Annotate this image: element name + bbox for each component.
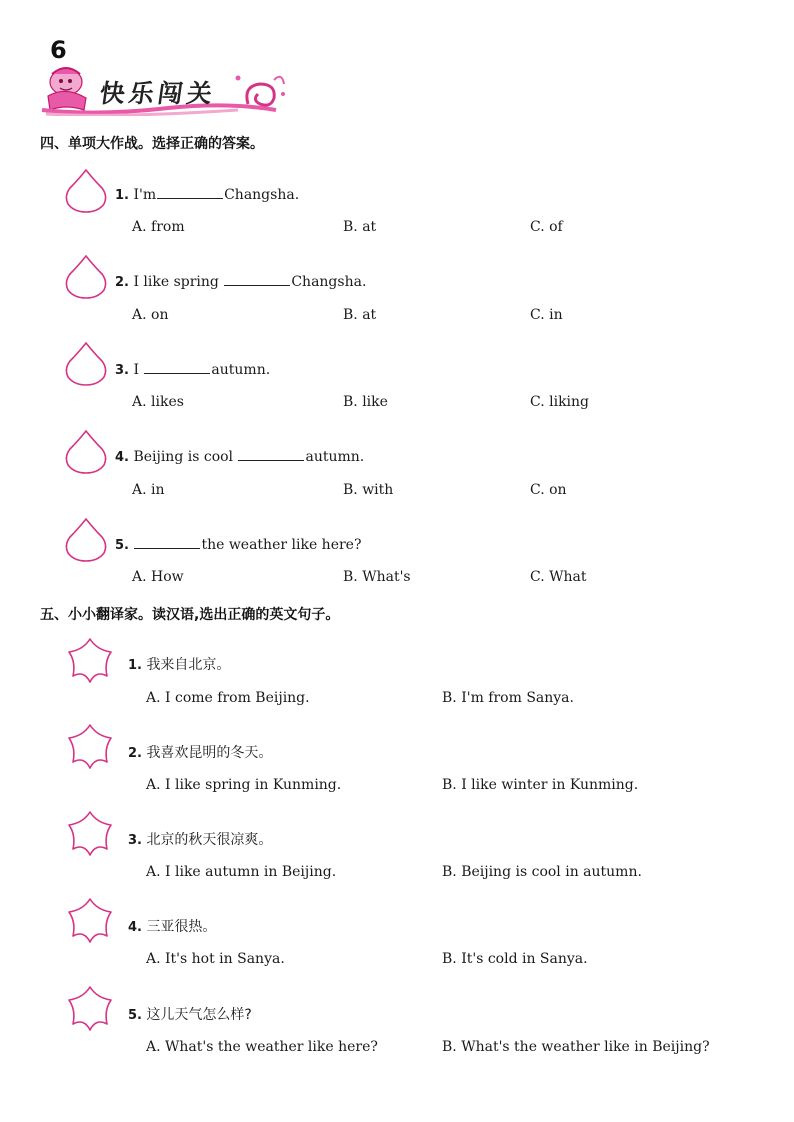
answer-blank[interactable] xyxy=(224,273,290,286)
answer-flower-icon[interactable] xyxy=(64,636,116,686)
s5-q5-option-b: B. What's the weather like in Beijing? xyxy=(442,1039,710,1055)
s4-q4-option-c: C. on xyxy=(530,482,567,498)
section4-heading: 四、单项大作战。选择正确的答案。 xyxy=(40,136,264,152)
page-number: 6 xyxy=(50,36,67,64)
s5-q4-option-a: A. It's hot in Sanya. xyxy=(146,951,285,967)
s4-q2-option-c: C. in xyxy=(530,307,563,323)
section5-heading: 五、小小翻译家。读汉语,选出正确的英文句子。 xyxy=(40,607,340,623)
s5-q2-option-b: B. I like winter in Kunming. xyxy=(442,777,639,793)
s5-question-5: 5. 这儿天气怎么样? xyxy=(128,1007,252,1023)
s5-question-2: 2. 我喜欢昆明的冬天。 xyxy=(128,745,273,761)
s4-q3-option-c: C. liking xyxy=(530,394,590,410)
s5-q3-option-a: A. I like autumn in Beijing. xyxy=(146,864,337,880)
swirl-ornament-icon xyxy=(236,76,286,106)
s4-question-3: 3. I autumn. xyxy=(115,362,271,378)
s4-question-2: 2. I like spring Changsha. xyxy=(115,274,367,290)
s5-q2-option-a: A. I like spring in Kunming. xyxy=(146,777,342,793)
answer-drop-icon[interactable] xyxy=(64,517,108,563)
s4-q1-option-a: A. from xyxy=(132,219,185,235)
s5-q4-option-b: B. It's cold in Sanya. xyxy=(442,951,588,967)
s4-q5-option-a: A. How xyxy=(132,569,184,585)
s5-question-4: 4. 三亚很热。 xyxy=(128,919,217,935)
s4-q1-option-c: C. of xyxy=(530,219,563,235)
answer-drop-icon[interactable] xyxy=(64,254,108,300)
s4-q4-option-b: B. with xyxy=(343,482,394,498)
s4-question-5: 5. the weather like here? xyxy=(115,537,362,553)
s5-q1-option-b: B. I'm from Sanya. xyxy=(442,690,574,706)
s4-q5-option-b: B. What's xyxy=(343,569,411,585)
answer-blank[interactable] xyxy=(238,448,304,461)
answer-flower-icon[interactable] xyxy=(64,984,116,1034)
answer-drop-icon[interactable] xyxy=(64,429,108,475)
s4-q3-option-b: B. like xyxy=(343,394,388,410)
s4-q2-option-b: B. at xyxy=(343,307,377,323)
s5-q1-option-a: A. I come from Beijing. xyxy=(146,690,310,706)
banner-title: 快乐闯关 xyxy=(97,79,218,108)
s5-q5-option-a: A. What's the weather like here? xyxy=(146,1039,378,1055)
s4-q4-option-a: A. in xyxy=(132,482,165,498)
s4-question-4: 4. Beijing is cool autumn. xyxy=(115,449,365,465)
answer-blank[interactable] xyxy=(157,186,223,199)
answer-blank[interactable] xyxy=(144,361,210,374)
s5-question-1: 1. 我来自北京。 xyxy=(128,657,231,673)
s4-question-1: 1. I'm Changsha. xyxy=(115,187,300,203)
answer-drop-icon[interactable] xyxy=(64,168,108,214)
cartoon-figure-icon xyxy=(48,68,86,110)
answer-flower-icon[interactable] xyxy=(64,722,116,772)
s4-q5-option-c: C. What xyxy=(530,569,587,585)
answer-drop-icon[interactable] xyxy=(64,341,108,387)
s4-q3-option-a: A. likes xyxy=(132,394,184,410)
s5-q3-option-b: B. Beijing is cool in autumn. xyxy=(442,864,642,880)
answer-flower-icon[interactable] xyxy=(64,896,116,946)
answer-flower-icon[interactable] xyxy=(64,809,116,859)
answer-blank[interactable] xyxy=(134,536,200,549)
s4-q2-option-a: A. on xyxy=(132,307,169,323)
s4-q1-option-b: B. at xyxy=(343,219,377,235)
s5-question-3: 3. 北京的秋天很凉爽。 xyxy=(128,832,273,848)
